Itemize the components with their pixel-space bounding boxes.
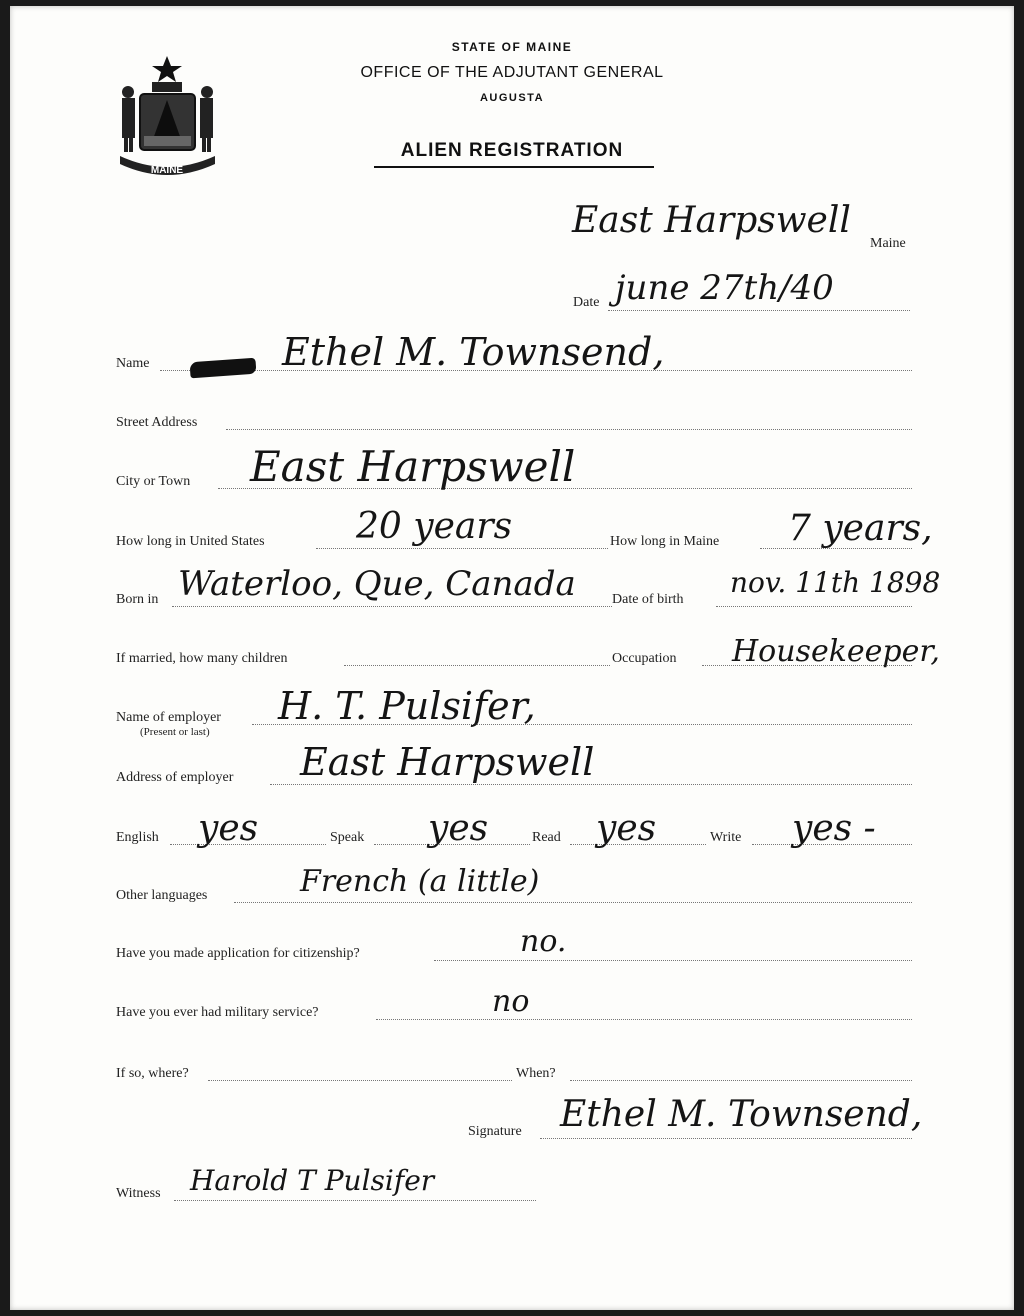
occupation-value: Housekeeper, — [732, 634, 940, 669]
witness-value: Harold T Pulsifer — [190, 1164, 435, 1197]
military-label: Have you ever had military service? — [116, 1005, 319, 1020]
born-in-label: Born in — [116, 592, 159, 607]
where-line — [208, 1080, 512, 1081]
how-long-maine-value: 7 years, — [788, 508, 933, 549]
date-line — [608, 310, 910, 311]
place-value: East Harpswell — [572, 200, 851, 241]
born-in-line — [172, 606, 612, 607]
other-languages-value: French (a little) — [300, 864, 540, 899]
when-line — [570, 1080, 912, 1081]
employer-address-label: Address of employer — [116, 770, 234, 785]
employer-address-value: East Harpswell — [300, 740, 595, 784]
date-of-birth-value: nov. 11th 1898 — [730, 566, 941, 599]
header-state: STATE OF MAINE — [451, 40, 573, 54]
date-value: june 27th/40 — [615, 268, 834, 308]
write-label: Write — [710, 830, 742, 845]
employer-address-line — [270, 784, 912, 785]
citizenship-line — [434, 960, 912, 961]
date-label: Date — [573, 295, 600, 310]
speak-label: Speak — [330, 830, 365, 845]
date-of-birth-line — [716, 606, 912, 607]
employer-value: H. T. Pulsifer, — [278, 684, 536, 728]
name-label: Name — [116, 356, 150, 371]
date-of-birth-label: Date of birth — [612, 592, 684, 607]
street-address-label: Street Address — [116, 415, 198, 430]
write-value: yes - — [792, 808, 876, 849]
english-label: English — [116, 830, 159, 845]
city-town-value: East Harpswell — [250, 442, 576, 491]
speak-value: yes — [428, 808, 489, 849]
where-label: If so, where? — [116, 1066, 189, 1081]
when-label: When? — [516, 1066, 556, 1081]
street-address-line — [226, 429, 912, 430]
children-label: If married, how many children — [116, 651, 288, 666]
children-line — [344, 665, 610, 666]
witness-line — [174, 1200, 536, 1201]
name-value: Ethel M. Townsend, — [282, 330, 665, 374]
maine-label: Maine — [870, 236, 906, 251]
city-town-label: City or Town — [116, 474, 191, 489]
citizenship-value: no. — [520, 924, 567, 959]
header-city: AUGUSTA — [479, 92, 545, 104]
read-label: Read — [532, 830, 561, 845]
witness-label: Witness — [116, 1186, 161, 1201]
employer-label: Name of employer — [116, 710, 221, 725]
form-title: ALIEN REGISTRATION — [400, 140, 624, 161]
signature-label: Signature — [468, 1124, 522, 1139]
english-value: yes — [198, 808, 259, 849]
employer-note: (Present or last) — [140, 726, 210, 738]
seal-motto: MAINE — [150, 165, 184, 176]
how-long-us-line — [316, 548, 608, 549]
citizenship-label: Have you made application for citizenship? — [116, 946, 360, 961]
born-in-value: Waterloo, Que, Canada — [178, 564, 576, 604]
occupation-label: Occupation — [612, 651, 677, 666]
read-value: yes — [596, 808, 657, 849]
military-line — [376, 1019, 912, 1020]
how-long-maine-label: How long in Maine — [610, 534, 720, 549]
title-underline — [374, 166, 654, 168]
signature-line — [540, 1138, 912, 1139]
signature-value: Ethel M. Townsend, — [560, 1094, 923, 1135]
other-languages-line — [234, 902, 912, 903]
how-long-us-value: 20 years — [356, 506, 513, 547]
military-value: no — [492, 984, 530, 1019]
header-office: OFFICE OF THE ADJUTANT GENERAL — [360, 64, 664, 81]
how-long-us-label: How long in United States — [116, 534, 265, 549]
other-languages-label: Other languages — [116, 888, 208, 903]
